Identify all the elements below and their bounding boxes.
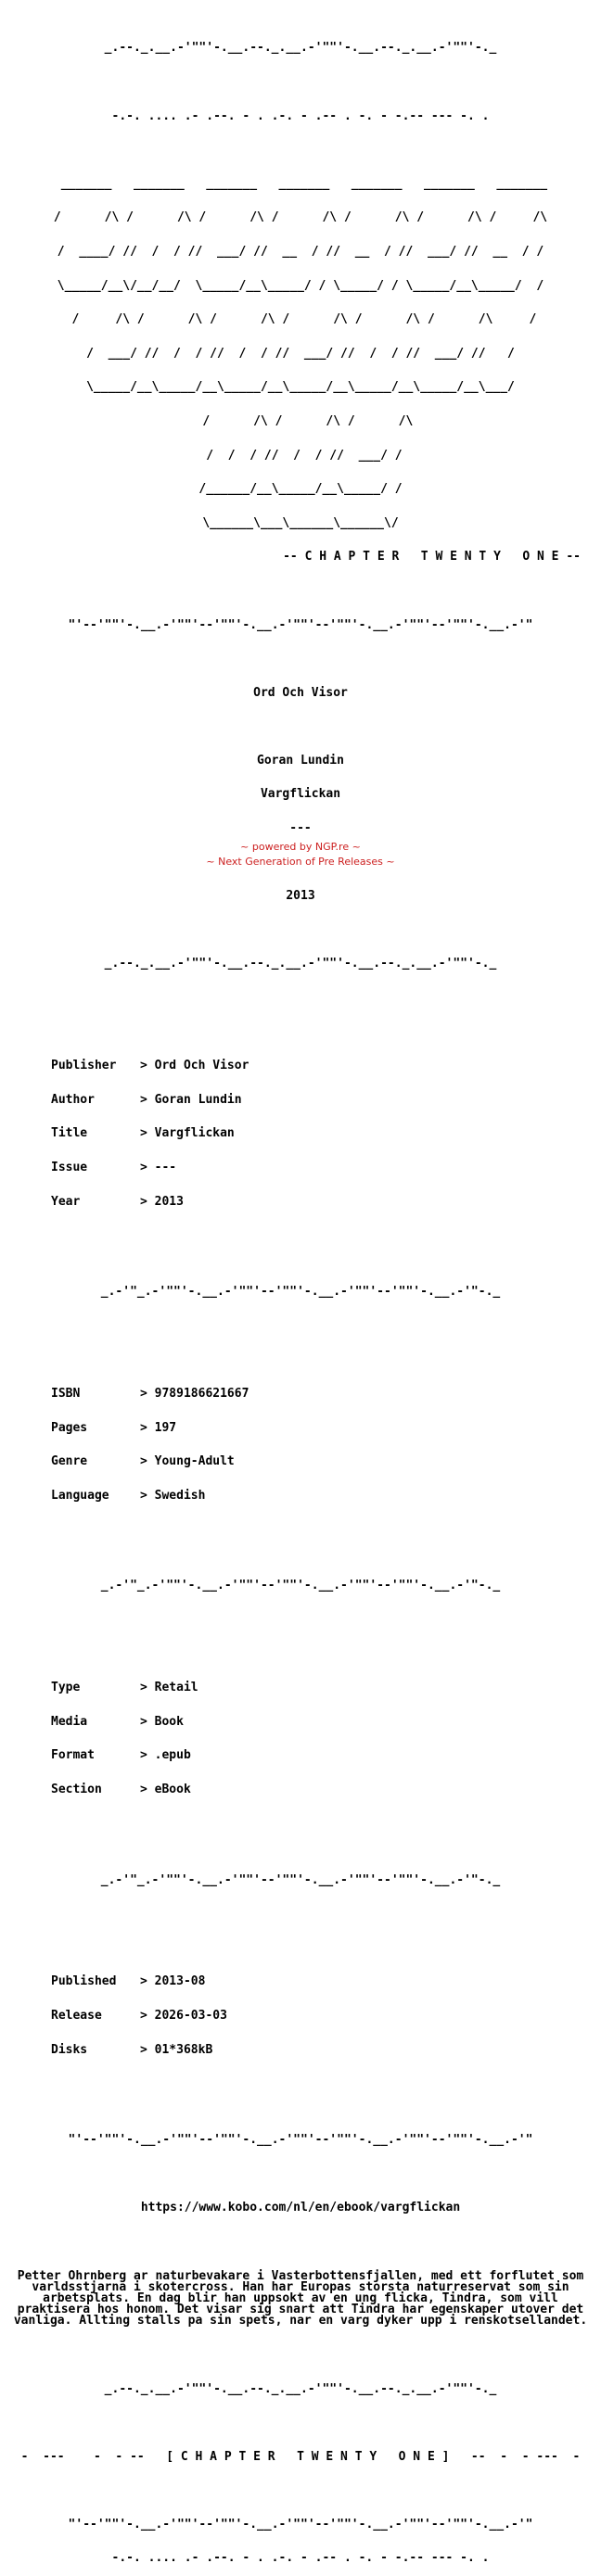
info-key: Media (51, 1714, 88, 1729)
spacer (0, 993, 601, 1004)
divider-header-bottom: "'--'""'-.__.-'""'--'""'-.__.-'""'--'""'-.__.-'""'--'""'-.__.-'" (68, 617, 533, 632)
spacer (0, 1909, 601, 1920)
powered-by[interactable]: ~ powered by NGP.re ~ (240, 841, 361, 853)
info-row: Genre > Young-Adult (51, 1454, 235, 1469)
info-key: Publisher (51, 1059, 117, 1073)
divider: _.--._.__.-'""'-.__.--._.__.-'""'-.__.--._.__.-'""'-._ (104, 2381, 497, 2396)
spacer (0, 1321, 601, 1332)
info-row: Published > 2013-08 (51, 1974, 206, 1989)
info-row: Section > eBook (51, 1782, 191, 1796)
info-row: Pages > 197 (51, 1420, 177, 1435)
nfo-document (0, 20, 601, 2576)
info-key: ISBN (51, 1387, 81, 1401)
info-row: Release > 2026-03-03 (51, 2008, 227, 2023)
info-value: --- (154, 1161, 177, 1175)
info-key: Published (51, 1974, 117, 1989)
logo-line: /______/__\_____/__\_____/ / (198, 482, 403, 497)
info-key: Release (51, 2008, 102, 2023)
info-row: Language > Swedish (51, 1488, 206, 1503)
tagline: ~ Next Generation of Pre Releases ~ (206, 856, 395, 868)
divider: _.-'"_.-'""'-.__.-'""'--'""'-.__.-'""'--'""'-.__.-'"-._ (100, 1285, 501, 1300)
logo-line: / ____/ // / / // ___/ // __ / // __ / // ___/ // __ / / (57, 244, 544, 259)
info-value: Vargflickan (154, 1126, 235, 1141)
spacer (0, 1253, 601, 1264)
release-year: 2013 (286, 889, 315, 904)
logo-line: \______\___\______\______\/ (202, 515, 399, 530)
spacer (0, 654, 601, 665)
info-row: Author > Goran Lundin (51, 1092, 242, 1107)
release-issue: --- (289, 821, 312, 836)
info-key: Disks (51, 2042, 88, 2057)
logo-line: \_____/__\/__/__/ \_____/__\_____/ / \_____/ / \_____/__\_____/ / (57, 278, 544, 293)
info-value: .epub (154, 1748, 191, 1763)
spacer (0, 2485, 601, 2496)
morse-line: -.-. .... .- .--. - . .-. - .-- . -. - -.-- --- -. . (111, 108, 490, 123)
logo-line: / ___/ // / / // / / // ___/ // / / // ___/ // / (86, 346, 515, 361)
info-key: Title (51, 1126, 88, 1141)
info-value: 01*368kB (154, 2042, 213, 2057)
info-key: Genre (51, 1454, 88, 1469)
info-group-2 (0, 1366, 601, 1525)
info-row: Publisher > Ord Och Visor (51, 1059, 249, 1073)
logo-line: / /\ / /\ / /\ / /\ / /\ / /\ / /\ (53, 210, 548, 225)
spacer (0, 586, 601, 597)
divider: _.--._.__.-'""'-.__.--._.__.-'""'-.__.--._.__.-'""'-._ (104, 957, 497, 971)
info-value: Ord Och Visor (154, 1059, 249, 1073)
footer (0, 840, 601, 869)
spacer (0, 2237, 601, 2248)
logo-line: / /\ / /\ / /\ (187, 413, 414, 428)
info-value: Goran Lundin (154, 1092, 242, 1107)
info-row: Type > Retail (51, 1681, 198, 1695)
info-key: Section (51, 1782, 102, 1796)
divider: "'--'""'-.__.-'""'--'""'-.__.-'""'--'""'-.__.-'""'--'""'-.__.-'" (68, 2133, 533, 2148)
release-author: Goran Lundin (257, 753, 344, 768)
info-row: Format > .epub (51, 1748, 191, 1763)
info-row: Year > 2013 (51, 1194, 184, 1209)
spacer (0, 1547, 601, 1558)
logo-line: / / / // / / // ___/ / (198, 448, 403, 463)
info-key: Year (51, 1194, 81, 1209)
info-row: Media > Book (51, 1714, 184, 1729)
info-value: 9789186621667 (154, 1387, 249, 1401)
info-key: Issue (51, 1161, 88, 1175)
divider: "'--'""'-.__.-'""'--'""'-.__.-'""'--'""'-.__.-'""'--'""'-.__.-'" (68, 2517, 533, 2532)
spacer (0, 2169, 601, 2180)
logo-line: / /\ / /\ / /\ / /\ / /\ / /\ / (64, 312, 537, 327)
info-row: ISBN > 9789186621667 (51, 1387, 249, 1401)
spacer (0, 2417, 601, 2429)
description: Petter Ohrnberg ar naturbevakare i Vasterbottensfjallen, med ett forflutet som varldsstjarna i skotercross. Han har Europas storsta naturreservat som sin arbetsplats. En dag blir han uppsokt av en ung flicka, Tindra, som vill praktisera hos honom. Det visar sig snart att Tindra har egenskaper utover det vanliga. Allting stalls pa sin spets, nar en varg dyker upp i renskotsellandet. (13, 2268, 588, 2329)
info-row: Title > Vargflickan (51, 1126, 235, 1141)
morse-line-bottom: -.-. .... .- .--. - . .-. - .-- . -. - -.-- --- -. . (111, 2551, 490, 2566)
release-title: Ord Och Visor (253, 685, 348, 700)
spacer (0, 145, 601, 156)
info-group-4 (0, 1954, 601, 2078)
spacer (0, 77, 601, 88)
info-value: 2013 (154, 1194, 184, 1209)
info-value: Retail (154, 1681, 198, 1695)
info-key: Pages (51, 1420, 88, 1435)
chapter-banner: - --- - - -- [ C H A P T E R T W E N T Y O N E ] -- - - --- - (20, 2449, 581, 2464)
release-work: Vargflickan (260, 787, 341, 802)
info-group-1 (0, 1038, 601, 1230)
info-key: Language (51, 1488, 109, 1503)
info-value: 197 (154, 1420, 177, 1435)
info-key: Type (51, 1681, 81, 1695)
info-key: Author (51, 1092, 95, 1107)
logo-line: _______ _______ _______ _______ _______ _______ _______ (53, 176, 548, 191)
spacer (0, 1615, 601, 1626)
divider: _.-'"_.-'""'-.__.-'""'--'""'-.__.-'""'--'""'-.__.-'"-._ (100, 1872, 501, 1887)
spacer (0, 2101, 601, 2113)
info-value: 2026-03-03 (154, 2008, 227, 2023)
spacer (0, 721, 601, 732)
divider-top: _.--._.__.-'""'-.__.--._.__.-'""'-.__.--._.__.-'""'-._ (104, 41, 497, 56)
divider: _.-'"_.-'""'-.__.-'""'--'""'-.__.-'""'--'""'-.__.-'"-._ (100, 1579, 501, 1593)
info-key: Format (51, 1748, 95, 1763)
spacer (0, 925, 601, 936)
info-row: Disks > 01*368kB (51, 2042, 213, 2057)
info-value: Swedish (154, 1488, 206, 1503)
logo-line: \_____/__\_____/__\_____/__\_____/__\_____/__\_____/__\___/ (86, 380, 515, 395)
spacer (0, 2350, 601, 2361)
info-group-3 (0, 1660, 601, 1819)
spacer (0, 1841, 601, 1852)
source-url[interactable]: https://www.kobo.com/nl/en/ebook/vargflickan (140, 2201, 461, 2215)
info-value: Young-Adult (154, 1454, 235, 1469)
chapter-tag: -- C H A P T E R T W E N T Y O N E -- (283, 550, 581, 565)
info-value: Book (154, 1714, 184, 1729)
info-row: Issue > --- (51, 1161, 177, 1175)
info-value: eBook (154, 1782, 191, 1796)
info-value: 2013-08 (154, 1974, 206, 1989)
